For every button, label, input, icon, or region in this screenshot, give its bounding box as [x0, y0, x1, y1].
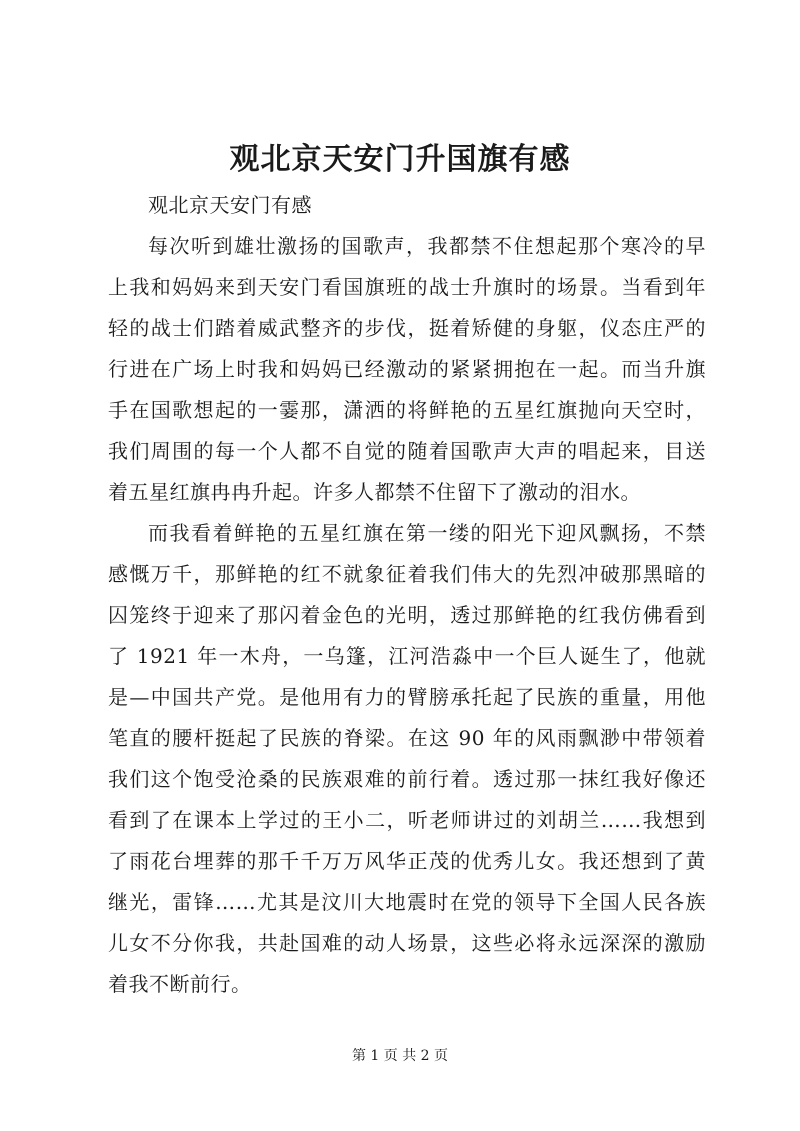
body-text-line: 轻的战士们踏着威武整齐的步伐，挺着矫健的身躯，仪态庄严的: [108, 316, 706, 340]
body-text-line: 每次听到雄壮激扬的国歌声，我都禁不住想起那个寒冷的早: [148, 234, 706, 258]
body-text-line: 观北京天安门有感: [148, 193, 312, 217]
body-text-line: 感慨万千，那鲜艳的红不就象征着我们伟大的先烈冲破那黑暗的: [108, 562, 706, 586]
body-text-line: 着五星红旗冉冉升起。许多人都禁不住留下了激动的泪水。: [108, 480, 641, 504]
document-body: [108, 185, 706, 1005]
body-text-line: 了雨花台埋葬的那千千万万风华正茂的优秀儿女。我还想到了黄: [108, 849, 706, 873]
body-text-line: 继光，雷锋……尤其是汶川大地震时在党的领导下全国人民各族: [108, 890, 706, 914]
body-text-line: 儿女不分你我，共赴国难的动人场景，这些必将永远深深的激励: [108, 931, 706, 955]
body-text-line: 着我不断前行。: [108, 972, 252, 996]
body-text-line: 手在国歌想起的一霎那，潇洒的将鲜艳的五星红旗抛向天空时，: [108, 398, 706, 422]
body-text-line: 上我和妈妈来到天安门看国旗班的战士升旗时的场景。当看到年: [108, 275, 706, 299]
body-text-line: 我们周围的每一个人都不自觉的随着国歌声大声的唱起来，目送: [108, 439, 706, 463]
body-text-line: 行进在广场上时我和妈妈已经激动的紧紧拥抱在一起。而当升旗: [108, 357, 706, 381]
document-title: 观北京天安门升国旗有感: [229, 142, 571, 177]
page-footer: 第 1 页 共 2 页: [351, 1048, 449, 1064]
body-text-line: 囚笼终于迎来了那闪着金色的光明，透过那鲜艳的红我仿佛看到: [108, 603, 706, 627]
body-text-line: 了 1921 年一木舟，一乌篷，江河浩淼中一个巨人诞生了，他就: [108, 644, 706, 668]
body-text-line: 我们这个饱受沧桑的民族艰难的前行着。透过那一抹红我好像还: [108, 767, 706, 791]
body-text-line: 而我看着鲜艳的五星红旗在第一缕的阳光下迎风飘扬，不禁: [148, 521, 706, 545]
body-text-line: 是—中国共产党。是他用有力的臂膀承托起了民族的重量，用他: [108, 685, 706, 709]
body-text-line: 笔直的腰杆挺起了民族的脊梁。在这 90 年的风雨飘渺中带领着: [108, 726, 706, 750]
body-text-line: 看到了在课本上学过的王小二，听老师讲过的刘胡兰……我想到: [108, 808, 706, 832]
